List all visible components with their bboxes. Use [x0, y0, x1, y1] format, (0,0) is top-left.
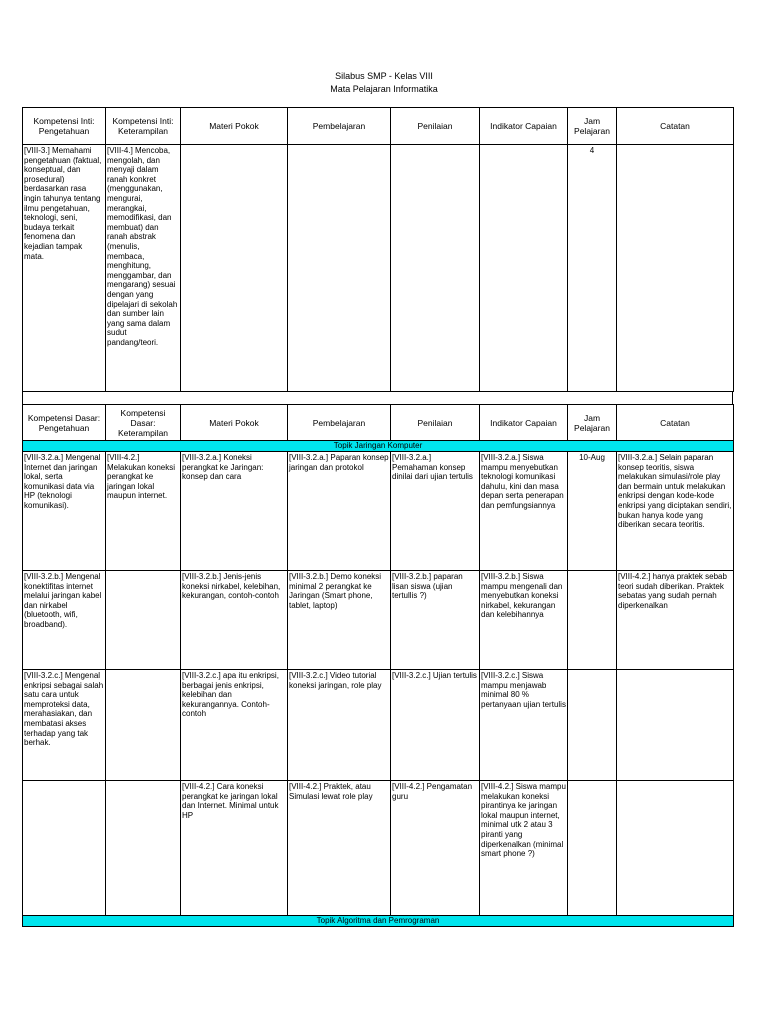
cell-pembelajaran: [VIII-4.2.] Praktek, atau Simulasi lewat role play: [288, 781, 391, 916]
cell-kd-pengetahuan: [VIII-3.2.c.] Mengenal enkripsi sebagai salah satu cara untuk memproteksi data, merahasiakan, dan membatasi akses terhadap yang tak berhak.: [23, 670, 106, 781]
cell-kd-keterampilan: [106, 571, 181, 670]
cell-catatan: [617, 670, 734, 781]
cell-jam-pelajaran: [568, 571, 617, 670]
topic-jaringan-komputer: Topik Jaringan Komputer: [23, 441, 734, 452]
cell-pembelajaran: [VIII-3.2.b.] Demo koneksi minimal 2 perangkat ke Jaringan (Smart phone, tablet, laptop): [288, 571, 391, 670]
cell-penilaian: [VIII-3.2.b.] paparan lisan siswa (ujian tertullis ?): [391, 571, 480, 670]
document-title: Silabus SMP - Kelas VIII: [335, 71, 433, 81]
cell-indikator: [VIII-3.2.b.] Siswa mampu mengenali dan menyebutkan koneksi nirkabel, kekurangan dan kelebihannya: [480, 571, 568, 670]
cell-kd-pengetahuan: [VIII-3.2.b.] Mengenal konektifitas internet melalui jaringan kabel dan nirkabel (bluetooth, wifi, broadband).: [23, 571, 106, 670]
cell-jam-pelajaran: 4: [568, 145, 617, 392]
cell-ki-keterampilan: [VIII-4.] Mencoba, mengolah, dan menyaji dalam ranah konkret (menggunakan, mengurai, merangkai, memodifikasi, dan membuat) dan ranah abstrak (menulis, membaca, menghitung, menggambar, dan mengarang) sesuai dengan yang dipelajari di sekolah dan sumber lain yang sama dalam sudut pandang/teori.: [106, 145, 181, 392]
cell-jam-pelajaran: [568, 781, 617, 916]
header-jam-pelajaran: Jam Pelajaran: [568, 108, 617, 145]
cell-catatan: [VIII-4.2.] hanya praktek sebab teori sudah diberikan. Praktek sebatas yang sudah pernah diperkenalkan: [617, 571, 734, 670]
header-penilaian: Penilaian: [391, 108, 480, 145]
cell-penilaian: [VIII-3.2.c.] Ujian tertulis: [391, 670, 480, 781]
document-subtitle: Mata Pelajaran Informatika: [330, 84, 438, 94]
table-row: [23, 670, 734, 781]
header-pembelajaran: Pembelajaran: [288, 405, 391, 441]
header-pembelajaran: Pembelajaran: [288, 108, 391, 145]
table-header-row: [23, 108, 734, 145]
header-kd-keterampilan: Kompetensi Dasar: Keterampilan: [106, 405, 181, 441]
cell-catatan: [617, 145, 734, 392]
table-row: [23, 571, 734, 670]
header-indikator-capaian: Indikator Capaian: [480, 108, 568, 145]
cell-materi-pokok: [VIII-4.2.] Cara koneksi perangkat ke jaringan lokal dan Internet. Minimal untuk HP: [181, 781, 288, 916]
header-ki-keterampilan: Kompetensi Inti: Keterampilan: [106, 108, 181, 145]
cell-kd-keterampilan: [106, 781, 181, 916]
header-catatan: Catatan: [617, 108, 734, 145]
header-jam-pelajaran: Jam Pelajaran: [568, 405, 617, 441]
cell-materi-pokok: [VIII-3.2.a.] Koneksi perangkat ke Jaringan: konsep dan cara: [181, 452, 288, 571]
cell-materi-pokok: [181, 145, 288, 392]
basic-competency-table: [22, 404, 734, 927]
topic-row: [23, 441, 734, 452]
cell-indikator: [VIII-3.2.a.] Siswa mampu menyebutkan teknologi komunikasi dahulu, kini dan masa depan serta penerapan dan pemfungsiannya: [480, 452, 568, 571]
header-kd-pengetahuan: Kompetensi Dasar: Pengetahuan: [23, 405, 106, 441]
cell-kd-pengetahuan: [23, 781, 106, 916]
cell-pembelajaran: [VIII-3.2.c.] Video tutorial koneksi jaringan, role play: [288, 670, 391, 781]
cell-materi-pokok: [VIII-3.2.c.] apa itu enkripsi, berbagai jenis enkripsi, kelebihan dan kekurangannya. Contoh-contoh: [181, 670, 288, 781]
cell-penilaian: [VIII-3.2.a.] Pemahaman konsep dinilai dari ujian tertulis: [391, 452, 480, 571]
cell-pembelajaran: [288, 145, 391, 392]
header-catatan: Catatan: [617, 405, 734, 441]
cell-penilaian: [391, 145, 480, 392]
core-competency-table: [22, 107, 734, 392]
cell-jam-pelajaran: 10-Aug: [568, 452, 617, 571]
table-row: [23, 781, 734, 916]
cell-indikator: [VIII-4.2.] Siswa mampu melakukan koneksi pirantinya ke jaringan lokal maupun internet, minimal utk 2 atau 3 piranti yang diperkenalkan (minimal smart phone ?): [480, 781, 568, 916]
header-ki-pengetahuan: Kompetensi Inti: Pengetahuan: [23, 108, 106, 145]
cell-kd-pengetahuan: [VIII-3.2.a.] Mengenal Internet dan jaringan lokal, serta komunikasi data via HP (teknologi komunikasi).: [23, 452, 106, 571]
cell-jam-pelajaran: [568, 670, 617, 781]
topic-algoritma-pemrograman: Topik Algoritma dan Pemrograman: [23, 916, 734, 927]
header-penilaian: Penilaian: [391, 405, 480, 441]
table-header-row: [23, 405, 734, 441]
cell-ki-pengetahuan: [VIII-3.] Memahami pengetahuan (faktual, konseptual, dan prosedural) berdasarkan rasa ingin tahunya tentang ilmu pengetahuan, teknologi, seni, budaya terkait fenomena dan kejadian tampak mata.: [23, 145, 106, 392]
table-separator: [22, 392, 733, 404]
cell-materi-pokok: [VIII-3.2.b.] Jenis-jenis koneksi nirkabel, kelebihan, kekurangan, contoh-contoh: [181, 571, 288, 670]
cell-catatan: [617, 781, 734, 916]
table-row: [23, 145, 734, 392]
cell-kd-keterampilan: [VIII-4.2.] Melakukan koneksi perangkat ke jaringan lokal maupun internet.: [106, 452, 181, 571]
topic-row: [23, 916, 734, 927]
table-row: [23, 452, 734, 571]
cell-pembelajaran: [VIII-3.2.a.] Paparan konsep jaringan dan protokol: [288, 452, 391, 571]
header-indikator-capaian: Indikator Capaian: [480, 405, 568, 441]
header-materi-pokok: Materi Pokok: [181, 405, 288, 441]
cell-penilaian: [VIII-4.2.] Pengamatan guru: [391, 781, 480, 916]
cell-indikator: [480, 145, 568, 392]
cell-kd-keterampilan: [106, 670, 181, 781]
header-materi-pokok: Materi Pokok: [181, 108, 288, 145]
cell-indikator: [VIII-3.2.c.] Siswa mampu menjawab minimal 80 % pertanyaan ujian tertulis: [480, 670, 568, 781]
cell-catatan: [VIII-3.2.a.] Selain paparan konsep teoritis, siswa melakukan simulasi/role play dan bermain untuk melakukan enkripsi dengan kode-kode enkripsi yang diciptakan sendiri, bukan hanya kode yang diberikan secara teoritis.: [617, 452, 734, 571]
